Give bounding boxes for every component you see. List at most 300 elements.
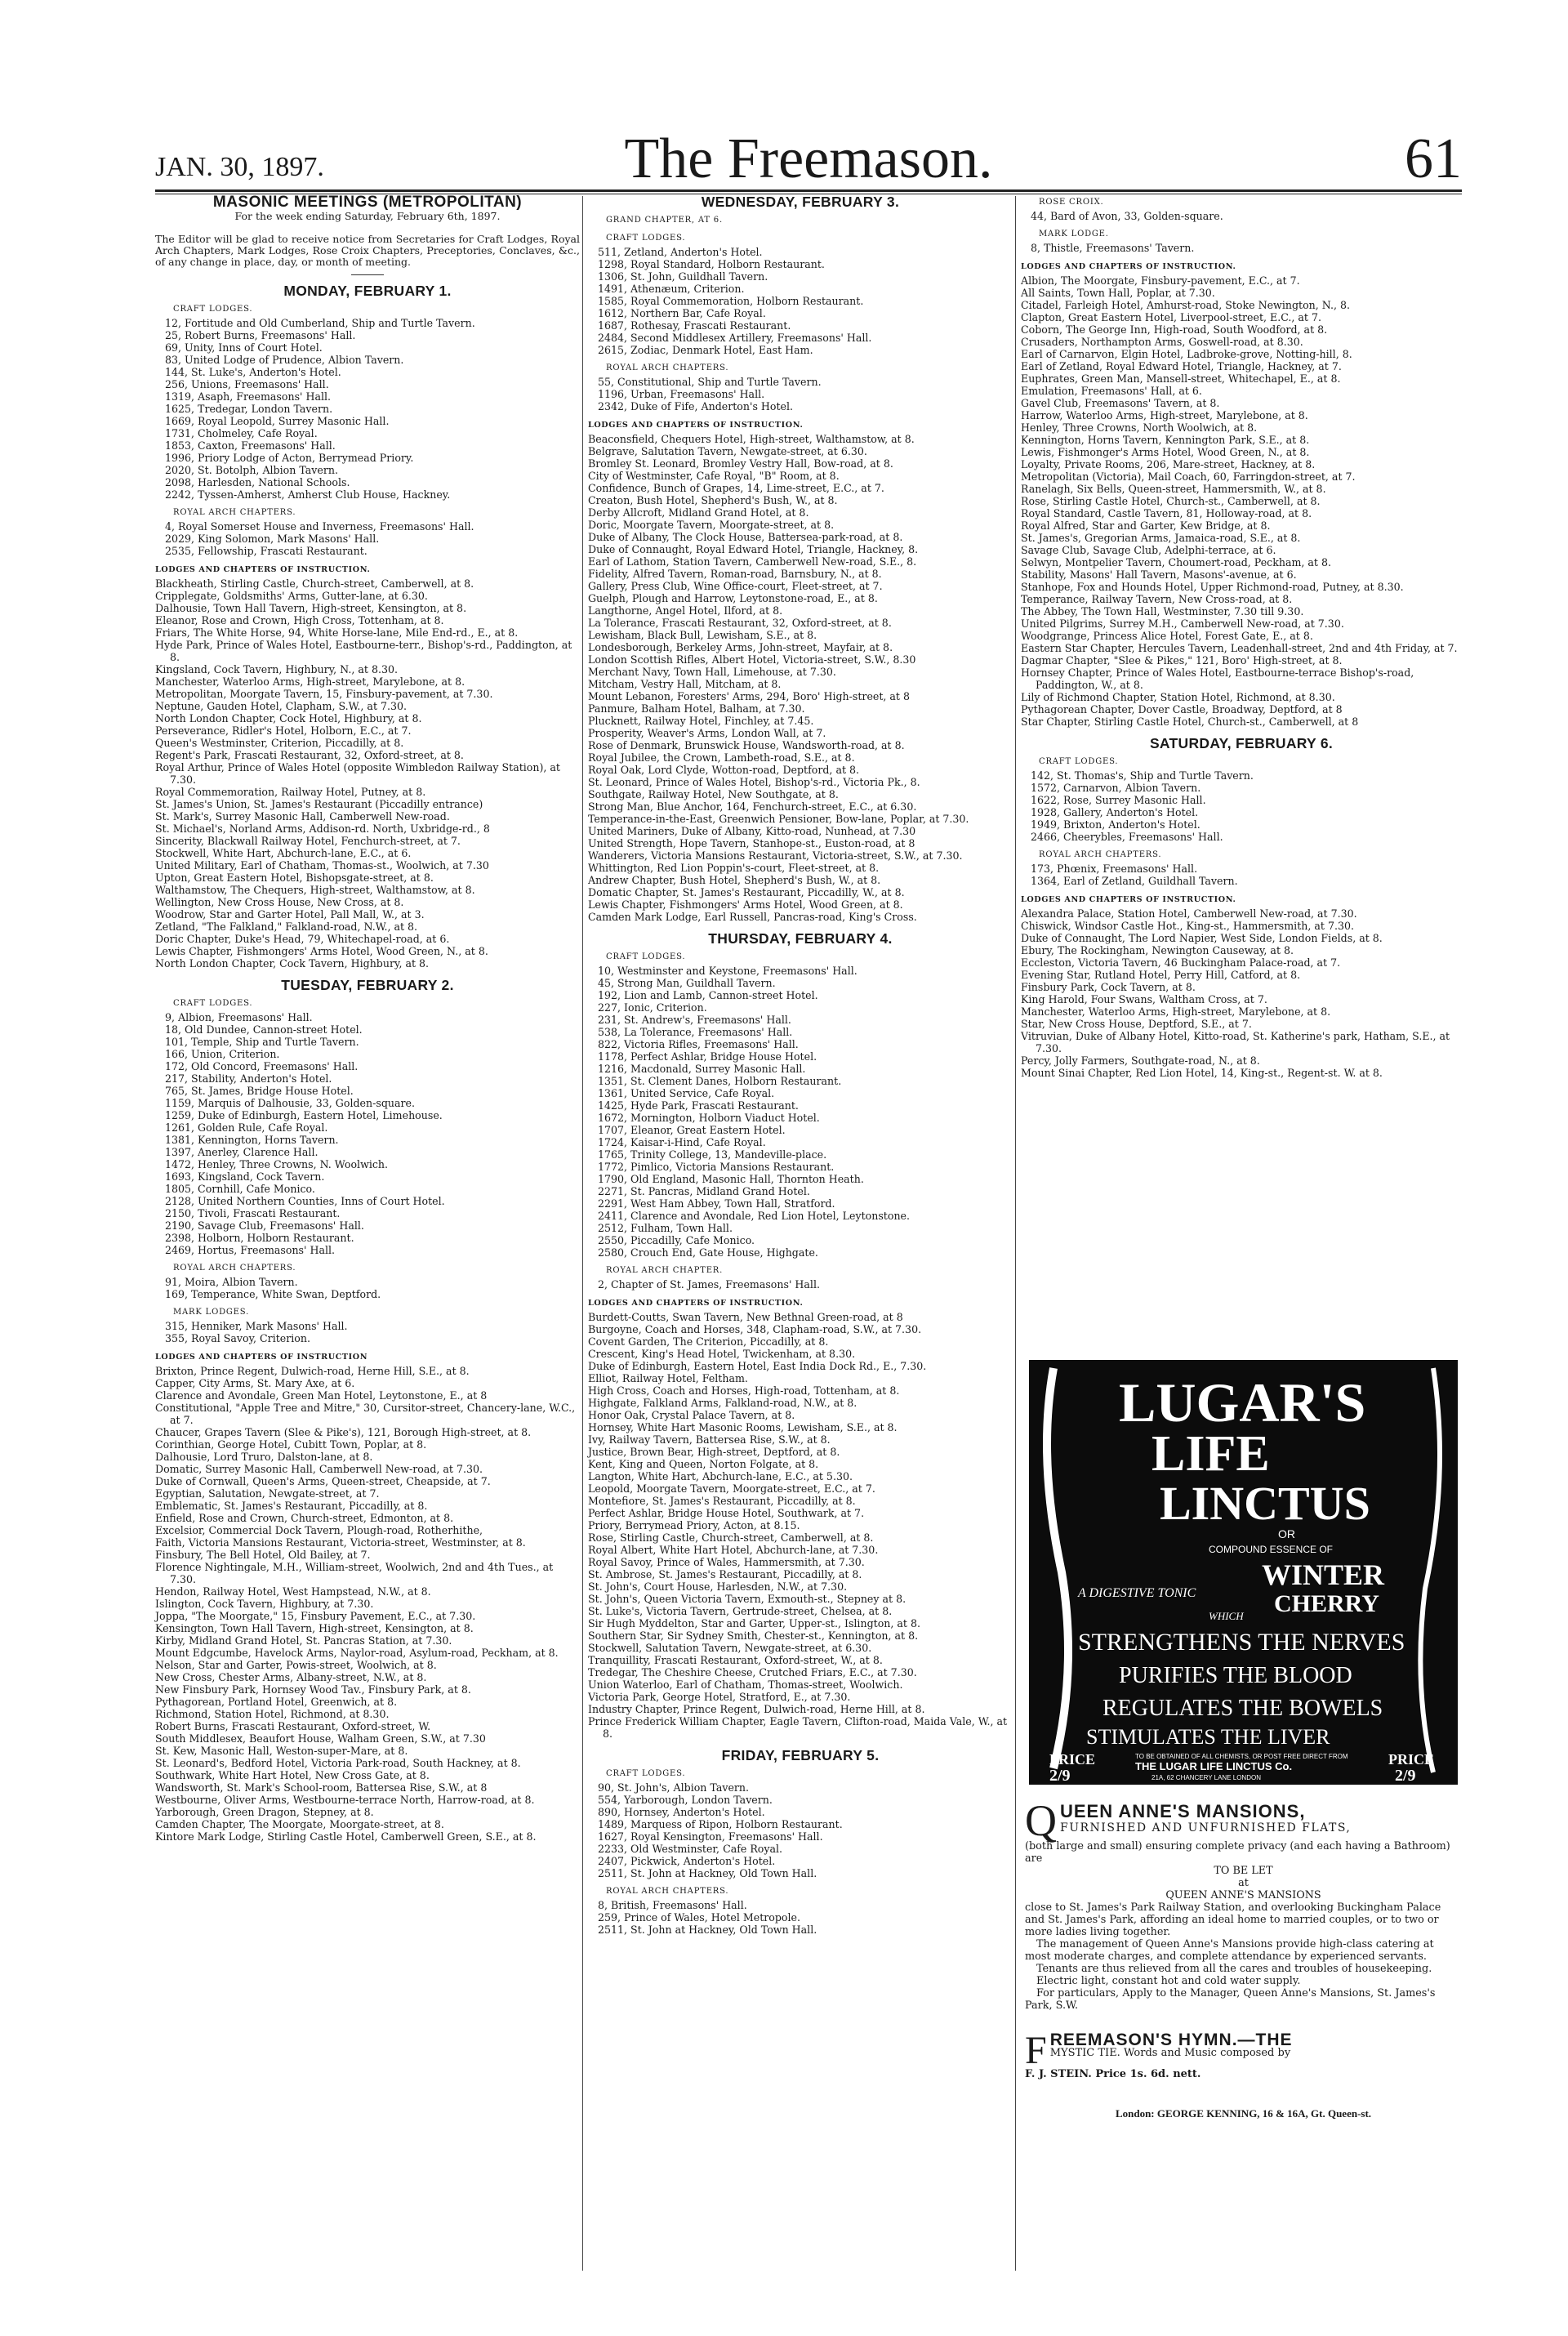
day-heading-wednesday: WEDNESDAY, FEBRUARY 3. bbox=[701, 194, 900, 210]
list-item: Perseverance, Ridler's Hotel, Holborn, E.C., at 7. bbox=[155, 724, 412, 737]
list-item: Southgate, Railway Hotel, New Southgate, at 8. bbox=[588, 788, 839, 800]
list-item: 69, Unity, Inns of Court Hotel. bbox=[165, 341, 323, 354]
list-item: Highgate, Falkland Arms, Falkland-road, N.W., at 8. bbox=[588, 1397, 858, 1409]
advert-or: OR bbox=[1278, 1527, 1295, 1540]
list-item: Vitruvian, Duke of Albany Hotel, Kitto-road, St. Katherine's park, Hatham, S.E., at 7.30. bbox=[1021, 1030, 1450, 1054]
list-item: Tredegar, The Cheshire Cheese, Crutched Friars, E.C., at 7.30. bbox=[588, 1666, 917, 1678]
subsection-label: LODGES AND CHAPTERS OF INSTRUCTION. bbox=[1021, 262, 1236, 271]
list-item: 1949, Brixton, Anderton's Hotel. bbox=[1031, 818, 1200, 831]
list-item: 1731, Cholmeley, Cafe Royal. bbox=[165, 427, 318, 439]
list-item: North London Chapter, Cock Hotel, Highbury, at 8. bbox=[155, 712, 422, 724]
list-item: Priory, Berrymead Priory, Acton, at 8.15. bbox=[588, 1519, 800, 1531]
list-item: Manchester, Waterloo Arms, High-street, Marylebone, at 8. bbox=[155, 675, 466, 688]
subsection-label: ROYAL ARCH CHAPTERS. bbox=[173, 508, 296, 517]
list-item: 1397, Anerley, Clarence Hall. bbox=[165, 1146, 318, 1158]
list-item: 2398, Holborn, Holborn Restaurant. bbox=[165, 1232, 354, 1244]
friday-arch-list bbox=[588, 1899, 1013, 1936]
list-item: 2029, King Solomon, Mark Masons' Hall. bbox=[165, 533, 380, 545]
list-item: Mount Lebanon, Foresters' Arms, 294, Boro' High-street, at 8 bbox=[588, 690, 911, 702]
notice-to-be-let: TO BE LET bbox=[1214, 1865, 1273, 1877]
list-item: Lewisham, Black Bull, Lewisham, S.E., at 8. bbox=[588, 629, 817, 641]
list-item: 1178, Perfect Ashlar, Bridge House Hotel. bbox=[598, 1050, 817, 1063]
list-item: Nelson, Star and Garter, Powis-street, Woolwich, at 8. bbox=[155, 1659, 437, 1671]
wednesday-arch-list bbox=[588, 376, 1013, 412]
subsection-label: ROYAL ARCH CHAPTERS. bbox=[606, 363, 729, 372]
section-subheading: For the week ending Saturday, February 6th, 1897. bbox=[234, 210, 501, 222]
queen-annes-mansions-notice bbox=[1025, 1796, 1462, 2012]
notice-name: QUEEN ANNE'S MANSIONS bbox=[1165, 1889, 1321, 1901]
list-item: Mount Sinai Chapter, Red Lion Hotel, 14, King-st., Regent-st. W. at 8. bbox=[1021, 1067, 1383, 1079]
list-item: Eleanor, Rose and Crown, High Cross, Tottenham, at 8. bbox=[155, 614, 444, 626]
thursday-craft-list bbox=[588, 965, 1013, 1259]
freemasons-hymn-notice bbox=[1025, 2029, 1462, 2081]
list-item: 1672, Mornington, Holborn Viaduct Hotel. bbox=[598, 1112, 820, 1124]
list-item: Strong Man, Blue Anchor, 164, Fenchurch-street, E.C., at 6.30. bbox=[588, 800, 917, 813]
list-item: Justice, Brown Bear, High-street, Deptford, at 8. bbox=[588, 1446, 840, 1458]
list-item: Southwark, White Hart Hotel, New Cross Gate, at 8. bbox=[155, 1769, 430, 1781]
list-item: 2484, Second Middlesex Artillery, Freemasons' Hall. bbox=[598, 332, 872, 344]
list-item: Doric Chapter, Duke's Head, 79, Whitechapel-road, at 6. bbox=[155, 933, 450, 945]
list-item: Pythagorean Chapter, Dover Castle, Broadway, Deptford, at 8 bbox=[1021, 703, 1343, 716]
subsection-label: CRAFT LODGES. bbox=[173, 305, 253, 314]
list-item: Domatic Chapter, St. James's Restaurant, Piccadilly, W., at 8. bbox=[588, 886, 905, 898]
list-item: Perfect Ashlar, Bridge House Hotel, Southwark, at 7. bbox=[588, 1507, 865, 1519]
list-item: 1625, Tredegar, London Tavern. bbox=[165, 403, 333, 415]
list-item: Prince Frederick William Chapter, Eagle Tavern, Clifton-road, Maida Vale, W., at 8. bbox=[588, 1715, 1008, 1740]
list-item: 511, Zetland, Anderton's Hotel. bbox=[598, 246, 763, 258]
list-item: 2411, Clarence and Avondale, Red Lion Hotel, Leytonstone. bbox=[598, 1210, 911, 1222]
list-item: Confidence, Bunch of Grapes, 14, Lime-street, E.C., at 7. bbox=[588, 482, 884, 494]
list-item: 2469, Hortus, Freemasons' Hall. bbox=[165, 1244, 336, 1256]
list-item: 1622, Rose, Surrey Masonic Hall. bbox=[1031, 794, 1206, 806]
advert-price-label: PRICE bbox=[1049, 1751, 1096, 1768]
subsection-label: LODGES AND CHAPTERS OF INSTRUCTION. bbox=[588, 421, 804, 430]
list-item: Fidelity, Alfred Tavern, Roman-road, Barnsbury, N., at 8. bbox=[588, 568, 882, 580]
list-item: Langton, White Hart, Abchurch-lane, E.C., at 5.30. bbox=[588, 1470, 853, 1482]
masthead-rule bbox=[155, 189, 1462, 192]
list-item: 231, St. Andrew's, Freemasons' Hall. bbox=[598, 1014, 791, 1026]
list-item: 1381, Kennington, Horns Tavern. bbox=[165, 1134, 339, 1146]
list-item: Tranquillity, Frascati Restaurant, Oxford-street, W., at 8. bbox=[588, 1654, 883, 1666]
day-heading-monday: MONDAY, FEBRUARY 1. bbox=[283, 283, 452, 299]
list-item: 2407, Pickwick, Anderton's Hotel. bbox=[598, 1855, 776, 1867]
list-item: Royal Commemoration, Railway Hotel, Putney, at 8. bbox=[155, 786, 426, 798]
list-item: Rose, Stirling Castle, Church-street, Camberwell, at 8. bbox=[588, 1531, 874, 1544]
list-item: 1627, Royal Kensington, Freemasons' Hall. bbox=[598, 1830, 823, 1843]
list-item: Walthamstow, The Chequers, High-street, Walthamstow, at 8. bbox=[155, 884, 475, 896]
list-item: 2150, Tivoli, Frascati Restaurant. bbox=[165, 1207, 341, 1219]
list-item: 12, Fortitude and Old Cumberland, Ship and Turtle Tavern. bbox=[165, 317, 475, 329]
list-item: Ranelagh, Six Bells, Queen-street, Hammersmith, W., at 8. bbox=[1021, 483, 1326, 495]
list-item: 2535, Fellowship, Frascati Restaurant. bbox=[165, 545, 368, 557]
list-item: Andrew Chapter, Bush Hotel, Shepherd's Bush, W., at 8. bbox=[588, 874, 881, 886]
list-item: City of Westminster, Cafe Royal, "B" Room, at 8. bbox=[588, 470, 840, 482]
list-item: Earl of Lathom, Station Tavern, Camberwell New-road, S.E., 8. bbox=[588, 555, 917, 568]
list-item: Constitutional, "Apple Tree and Mitre," 30, Cursitor-street, Chancery-lane, W.C., at 7. bbox=[155, 1402, 576, 1426]
list-item: Rose, Stirling Castle Hotel, Church-st., Camberwell, at 8. bbox=[1021, 495, 1321, 507]
list-item: United Strength, Hope Tavern, Stanhope-st., Euston-road, at 8 bbox=[588, 837, 915, 849]
hymn-line: MYSTIC TIE. Words and Music composed by bbox=[1049, 2047, 1291, 2059]
list-item: St. Leonard, Prince of Wales Hotel, Bishop's-rd., Victoria Pk., 8. bbox=[588, 776, 920, 788]
subsection-label: MARK LODGE. bbox=[1039, 230, 1109, 239]
list-item: 1361, United Service, Cafe Royal. bbox=[598, 1087, 775, 1099]
list-item: Royal Jubilee, the Crown, Lambeth-road, S.E., at 8. bbox=[588, 751, 855, 764]
list-item: 1489, Marquess of Ripon, Holborn Restaurant. bbox=[598, 1818, 843, 1830]
list-item: 2466, Cheerybles, Freemasons' Hall. bbox=[1031, 831, 1223, 843]
advert-life: LIFE bbox=[1152, 1426, 1270, 1482]
list-item: 1772, Pimlico, Victoria Mansions Restaurant. bbox=[598, 1161, 835, 1173]
list-item: 1364, Earl of Zetland, Guildhall Tavern. bbox=[1031, 875, 1238, 887]
list-item: 1612, Northern Bar, Cafe Royal. bbox=[598, 307, 766, 319]
list-item: 18, Old Dundee, Cannon-street Hotel. bbox=[165, 1023, 363, 1036]
list-item: Corinthian, George Hotel, Cubitt Town, Poplar, at 8. bbox=[155, 1438, 427, 1451]
list-item: Plucknett, Railway Hotel, Finchley, at 7.45. bbox=[588, 715, 814, 727]
list-item: Lewis Chapter, Fishmongers' Arms Hotel, Wood Green, N., at 8. bbox=[155, 945, 488, 957]
wednesday-instruction-list bbox=[588, 433, 1013, 923]
list-item: Chaucer, Grapes Tavern (Slee & Pike's), 121, Borough High-street, at 8. bbox=[155, 1426, 532, 1438]
list-item: 315, Henniker, Mark Masons' Hall. bbox=[165, 1320, 348, 1332]
list-item: 45, Strong Man, Guildhall Tavern. bbox=[598, 977, 776, 989]
list-item: Panmure, Balham Hotel, Balham, at 7.30. bbox=[588, 702, 805, 715]
list-item: Hendon, Railway Hotel, West Hampstead, N.W., at 8. bbox=[155, 1585, 431, 1598]
list-item: 90, St. John's, Albion Tavern. bbox=[598, 1781, 750, 1794]
advert-which: WHICH bbox=[1209, 1610, 1244, 1622]
list-item: St. Luke's, Victoria Tavern, Gertrude-street, Chelsea, at 8. bbox=[588, 1605, 893, 1617]
column-divider bbox=[1015, 196, 1016, 2271]
list-item: 1928, Gallery, Anderton's Hotel. bbox=[1031, 806, 1199, 818]
list-item: Yarborough, Green Dragon, Stepney, at 8. bbox=[155, 1806, 374, 1818]
list-item: United Military, Earl of Chatham, Thomas-st., Woolwich, at 7.30 bbox=[155, 859, 489, 872]
column-1 bbox=[155, 196, 580, 1843]
friday-mark-list bbox=[1021, 242, 1462, 254]
advert-price: 2/9 bbox=[1049, 1767, 1071, 1785]
list-item: 83, United Lodge of Prudence, Albion Tavern. bbox=[165, 354, 404, 366]
list-item: Derby Allcroft, Midland Grand Hotel, at 8. bbox=[588, 506, 809, 519]
list-item: 1425, Hyde Park, Frascati Restaurant. bbox=[598, 1099, 799, 1112]
list-item: 1693, Kingsland, Cock Tavern. bbox=[165, 1170, 325, 1183]
list-item: Chiswick, Windsor Castle Hot., King-st., Hammersmith, at 7.30. bbox=[1021, 920, 1354, 932]
list-item: Wandsworth, St. Mark's School-room, Battersea Rise, S.W., at 8 bbox=[155, 1781, 488, 1794]
list-item: London Scottish Rifles, Albert Hotel, Victoria-street, S.W., 8.30 bbox=[588, 653, 916, 666]
list-item: Duke of Connaught, The Lord Napier, West Side, London Fields, at 8. bbox=[1021, 932, 1383, 944]
list-item: Royal Alfred, Star and Garter, Kew Bridge, at 8. bbox=[1021, 519, 1271, 532]
list-item: Southern Star, Sir Sydney Smith, Chester-st., Kennington, at 8. bbox=[588, 1629, 919, 1642]
column-divider bbox=[582, 196, 583, 2271]
wednesday-craft-list bbox=[588, 246, 1013, 356]
list-item: Gavel Club, Freemasons' Tavern, at 8. bbox=[1021, 397, 1220, 409]
grand-chapter-line: GRAND CHAPTER, AT 6. bbox=[606, 216, 723, 225]
list-item: Stockwell, Salutation Tavern, Newgate-street, at 6.30. bbox=[588, 1642, 872, 1654]
list-item: 538, La Tolerance, Freemasons' Hall. bbox=[598, 1026, 793, 1038]
list-item: 1472, Henley, Three Crowns, N. Woolwich. bbox=[165, 1158, 389, 1170]
list-item: St. Michael's, Norland Arms, Addison-rd. North, Uxbridge-rd., 8 bbox=[155, 823, 490, 835]
list-item: Egyptian, Salutation, Newgate-street, at 7. bbox=[155, 1487, 380, 1500]
list-item: Metropolitan, Moorgate Tavern, 15, Finsbury-pavement, at 7.30. bbox=[155, 688, 493, 700]
list-item: Queen's Westminster, Criterion, Piccadilly, at 8. bbox=[155, 737, 404, 749]
list-item: 192, Lion and Lamb, Cannon-street Hotel. bbox=[598, 989, 818, 1001]
list-item: 1159, Marquis of Dalhousie, 33, Golden-square. bbox=[165, 1097, 415, 1109]
list-item: 2615, Zodiac, Denmark Hotel, East Ham. bbox=[598, 344, 813, 356]
day-heading-thursday: THURSDAY, FEBRUARY 4. bbox=[708, 930, 893, 947]
list-item: 144, St. Luke's, Anderton's Hotel. bbox=[165, 366, 341, 378]
list-item: 1306, St. John, Guildhall Tavern. bbox=[598, 270, 768, 283]
list-item: Stability, Masons' Hall Tavern, Masons'-avenue, at 6. bbox=[1021, 568, 1297, 581]
list-item: Merchant Navy, Town Hall, Limehouse, at 7.30. bbox=[588, 666, 836, 678]
list-item: 259, Prince of Wales, Hotel Metropole. bbox=[598, 1911, 800, 1924]
notice-heading: UEEN ANNE'S MANSIONS, bbox=[1060, 1801, 1306, 1821]
notice-body: Electric light, constant hot and cold water supply. bbox=[1036, 1975, 1301, 1987]
subsection-label: LODGES AND CHAPTERS OF INSTRUCTION bbox=[155, 1353, 368, 1362]
list-item: Royal Arthur, Prince of Wales Hotel (opposite Wimbledon Railway Station), at 7.30. bbox=[155, 761, 560, 786]
list-item: Whittington, Red Lion Poppin's-court, Fleet-street, at 8. bbox=[588, 862, 880, 874]
list-item: Savage Club, Savage Club, Adelphi-terrace, at 6. bbox=[1021, 544, 1276, 556]
advert-cherry: CHERRY bbox=[1274, 1590, 1379, 1617]
list-item: Domatic, Surrey Masonic Hall, Camberwell New-road, at 7.30. bbox=[155, 1463, 483, 1475]
friday-rose-croix-list bbox=[1021, 210, 1462, 222]
subsection-label: ROYAL ARCH CHAPTERS. bbox=[606, 1887, 729, 1896]
saturday-arch-list bbox=[1021, 863, 1462, 887]
list-item: Royal Standard, Castle Tavern, 81, Holloway-road, at 8. bbox=[1021, 507, 1312, 519]
section-heading: MASONIC MEETINGS (METROPOLITAN) bbox=[212, 194, 523, 211]
publisher-line: London: GEORGE KENNING, 16 & 16A, Gt. Queen-st. bbox=[1115, 2107, 1372, 2120]
list-item: 1261, Golden Rule, Cafe Royal. bbox=[165, 1121, 328, 1134]
list-item: Crescent, King's Head Hotel, Twickenham, at 8.30. bbox=[588, 1348, 856, 1360]
list-item: 172, Old Concord, Freemasons' Hall. bbox=[165, 1060, 359, 1072]
list-item: 2242, Tyssen-Amherst, Amherst Club House, Hackney. bbox=[165, 488, 451, 501]
list-item: Finsbury, The Bell Hotel, Old Bailey, at 7. bbox=[155, 1549, 371, 1561]
list-item: Mitcham, Vestry Hall, Mitcham, at 8. bbox=[588, 678, 782, 690]
list-item: Prosperity, Weaver's Arms, London Wall, at 7. bbox=[588, 727, 826, 739]
subsection-label: CRAFT LODGES. bbox=[606, 952, 686, 961]
list-item: Lily of Richmond Chapter, Station Hotel, Richmond, at 8.30. bbox=[1021, 691, 1335, 703]
list-item: Capper, City Arms, St. Mary Axe, at 6. bbox=[155, 1377, 355, 1389]
list-item: 1259, Duke of Edinburgh, Eastern Hotel, Limehouse. bbox=[165, 1109, 443, 1121]
divider bbox=[351, 274, 384, 275]
list-item: Rose of Denmark, Brunswick House, Wandsworth-road, at 8. bbox=[588, 739, 905, 751]
advert-digestive: A DIGESTIVE TONIC bbox=[1078, 1586, 1196, 1600]
list-item: La Tolerance, Frascati Restaurant, 32, Oxford-street, at 8. bbox=[588, 617, 892, 629]
list-item: Londesborough, Berkeley Arms, John-street, Mayfair, at 8. bbox=[588, 641, 893, 653]
list-item: Royal Savoy, Prince of Wales, Hammersmith, at 7.30. bbox=[588, 1556, 865, 1568]
list-item: Star Chapter, Stirling Castle Hotel, Church-st., Camberwell, at 8 bbox=[1021, 716, 1359, 728]
subsection-label: ROYAL ARCH CHAPTERS. bbox=[173, 1264, 296, 1273]
list-item: 1853, Caxton, Freemasons' Hall. bbox=[165, 439, 336, 452]
column-2 bbox=[588, 196, 1013, 1936]
list-item: 1196, Urban, Freemasons' Hall. bbox=[598, 388, 765, 400]
list-item: Pythagorean, Portland Hotel, Greenwich, at 8. bbox=[155, 1696, 398, 1708]
list-item: Woodgrange, Princess Alice Hotel, Forest Gate, E., at 8. bbox=[1021, 630, 1313, 642]
list-item: Langthorne, Angel Hotel, Ilford, at 8. bbox=[588, 604, 783, 617]
drop-cap: F bbox=[1025, 2029, 1047, 2072]
advert-regulates: REGULATES THE BOWELS bbox=[1102, 1696, 1383, 1721]
list-item: Regent's Park, Frascati Restaurant, 32, Oxford-street, at 8. bbox=[155, 749, 464, 761]
list-item: Belgrave, Salutation Tavern, Newgate-street, at 6.30. bbox=[588, 445, 867, 457]
list-item: Robert Burns, Frascati Restaurant, Oxford-street, W. bbox=[155, 1720, 431, 1732]
list-item: Emblematic, St. James's Restaurant, Piccadilly, at 8. bbox=[155, 1500, 428, 1512]
list-item: Leopold, Moorgate Tavern, Moorgate-street, E.C., at 7. bbox=[588, 1482, 875, 1495]
list-item: Friars, The White Horse, 94, White Horse-lane, Mile End-rd., E., at 8. bbox=[155, 626, 519, 639]
list-item: Kennington, Horns Tavern, Kennington Park, S.E., at 8. bbox=[1021, 434, 1310, 446]
monday-instruction-list bbox=[155, 577, 580, 970]
list-item: Eccleston, Victoria Tavern, 46 Buckingham Palace-road, at 7. bbox=[1021, 956, 1341, 969]
list-item: St. James's, Gregorian Arms, Jamaica-road, S.E., at 8. bbox=[1021, 532, 1301, 544]
list-item: Ivy, Railway Tavern, Battersea Rise, S.W., at 8. bbox=[588, 1433, 831, 1446]
list-item: 554, Yarborough, London Tavern. bbox=[598, 1794, 773, 1806]
list-item: Star, New Cross House, Deptford, S.E., at 7. bbox=[1021, 1018, 1252, 1030]
list-item: Covent Garden, The Criterion, Piccadilly, at 8. bbox=[588, 1335, 829, 1348]
list-item: 355, Royal Savoy, Criterion. bbox=[165, 1332, 310, 1344]
list-item: Citadel, Farleigh Hotel, Amhurst-road, Stoke Newington, N., 8. bbox=[1021, 299, 1351, 311]
list-item: 2098, Harlesden, National Schools. bbox=[165, 476, 350, 488]
list-item: Stanhope, Fox and Hounds Hotel, Upper Richmond-road, Putney, at 8.30. bbox=[1021, 581, 1404, 593]
advert-purifies: PURIFIES THE BLOOD bbox=[1119, 1663, 1352, 1688]
list-item: 25, Robert Burns, Freemasons' Hall. bbox=[165, 329, 356, 341]
thursday-instruction-list bbox=[588, 1311, 1013, 1740]
list-item: Guelph, Plough and Harrow, Leytonstone-road, E., at 8. bbox=[588, 592, 878, 604]
subsection-label: ROYAL ARCH CHAPTERS. bbox=[1039, 850, 1162, 859]
list-item: 8, British, Freemasons' Hall. bbox=[598, 1899, 747, 1911]
list-item: 1724, Kaisar-i-Hind, Cafe Royal. bbox=[598, 1136, 766, 1148]
list-item: Brixton, Prince Regent, Dulwich-road, Herne Hill, S.E., at 8. bbox=[155, 1365, 470, 1377]
list-item: Dagmar Chapter, "Slee & Pikes," 121, Boro' High-street, at 8. bbox=[1021, 654, 1343, 666]
list-item: Duke of Cornwall, Queen's Arms, Queen-street, Cheapside, at 7. bbox=[155, 1475, 491, 1487]
day-heading-tuesday: TUESDAY, FEBRUARY 2. bbox=[281, 977, 454, 993]
list-item: Evening Star, Rutland Hotel, Perry Hill, Catford, at 8. bbox=[1021, 969, 1301, 981]
advert-compound: COMPOUND ESSENCE OF bbox=[1209, 1544, 1334, 1555]
list-item: Temperance, Railway Tavern, New Cross-road, at 8. bbox=[1021, 593, 1293, 605]
list-item: Blackheath, Stirling Castle, Church-street, Camberwell, at 8. bbox=[155, 577, 474, 590]
list-item: 2190, Savage Club, Freemasons' Hall. bbox=[165, 1219, 364, 1232]
saturday-instruction-list bbox=[1021, 907, 1462, 1079]
list-item: 2, Chapter of St. James, Freemasons' Hall. bbox=[598, 1278, 820, 1291]
notice-body: (both large and small) ensuring complete privacy (and each having a Bathroom) are bbox=[1025, 1840, 1450, 1865]
list-item: Camden Chapter, The Moorgate, Moorgate-street, at 8. bbox=[155, 1818, 444, 1830]
advert-price-right: 2/9 bbox=[1395, 1767, 1416, 1785]
subsection-label: LODGES AND CHAPTERS OF INSTRUCTION. bbox=[588, 1299, 804, 1308]
notice-body: The management of Queen Anne's Mansions provide high-class catering at most moderate charges, and complete attendance by experienced servants. bbox=[1025, 1938, 1434, 1963]
list-item: South Middlesex, Beaufort House, Walham Green, S.W., at 7.30 bbox=[155, 1732, 486, 1745]
list-item: Wellington, New Cross House, New Cross, at 8. bbox=[155, 896, 404, 908]
thursday-arch-list bbox=[588, 1278, 1013, 1291]
list-item: Burgoyne, Coach and Horses, 348, Clapham-road, S.W., at 7.30. bbox=[588, 1323, 922, 1335]
list-item: New Finsbury Park, Hornsey Wood Tav., Finsbury Park, at 8. bbox=[155, 1683, 471, 1696]
list-item: 166, Union, Criterion. bbox=[165, 1048, 280, 1060]
tuesday-instruction-list bbox=[155, 1365, 580, 1843]
list-item: Richmond, Station Hotel, Richmond, at 8.30. bbox=[155, 1708, 390, 1720]
list-item: 1765, Trinity College, 13, Mandeville-place. bbox=[598, 1148, 827, 1161]
list-item: 256, Unions, Freemasons' Hall. bbox=[165, 378, 329, 390]
list-item: Loyalty, Private Rooms, 206, Mare-street, Hackney, at 8. bbox=[1021, 458, 1316, 470]
advert-strengthens: STRENGTHENS THE NERVES bbox=[1078, 1629, 1405, 1656]
drop-cap: Q bbox=[1025, 1796, 1057, 1845]
list-item: Woodrow, Star and Garter Hotel, Pall Mall, W., at 3. bbox=[155, 908, 425, 921]
notice-body: close to St. James's Park Railway Station, and overlooking Buckingham Palace and St. James's Park, affording an ideal home to married couples, or to two or more ladies living together. bbox=[1025, 1901, 1441, 1938]
list-item: Ebury, The Rockingham, Newington Causeway, at 8. bbox=[1021, 944, 1294, 956]
list-item: Sincerity, Blackwall Railway Hotel, Fenchurch-street, at 7. bbox=[155, 835, 461, 847]
list-item: 2511, St. John at Hackney, Old Town Hall. bbox=[598, 1924, 817, 1936]
list-item: Beaconsfield, Chequers Hotel, High-street, Walthamstow, at 8. bbox=[588, 433, 915, 445]
advert-artwork bbox=[1029, 1360, 1458, 1785]
list-item: Hornsey Chapter, Prince of Wales Hotel, Eastbourne-terrace Bishop's-road, Paddington, W., at 8. bbox=[1021, 666, 1414, 691]
list-item: Euphrates, Green Man, Mansell-street, Whitechapel, E., at 8. bbox=[1021, 372, 1341, 385]
advert-lugars: LUGAR'S bbox=[1119, 1371, 1366, 1433]
list-item: Industry Chapter, Prince Regent, Dulwich-road, Herne Hill, at 8. bbox=[588, 1703, 925, 1715]
friday-instruction-list bbox=[1021, 274, 1462, 728]
notice-at: at bbox=[1238, 1877, 1249, 1889]
monday-craft-list bbox=[155, 317, 580, 501]
list-item: Enfield, Rose and Crown, Church-street, Edmonton, at 8. bbox=[155, 1512, 454, 1524]
list-item: St. John's, Queen Victoria Tavern, Exmouth-st., Stepney at 8. bbox=[588, 1593, 906, 1605]
issue-date: JAN. 30, 1897. bbox=[155, 152, 324, 182]
list-item: North London Chapter, Cock Tavern, Highbury, at 8. bbox=[155, 957, 430, 970]
subsection-label: ROSE CROIX. bbox=[1039, 198, 1104, 207]
list-item: 173, Phœnix, Freemasons' Hall. bbox=[1031, 863, 1198, 875]
list-item: Manchester, Waterloo Arms, High-street, Marylebone, at 8. bbox=[1021, 1005, 1331, 1018]
list-item: Wanderers, Victoria Mansions Restaurant, Victoria-street, S.W., at 7.30. bbox=[588, 849, 963, 862]
hymn-author: F. J. STEIN. Price 1s. 6d. nett. bbox=[1025, 2068, 1201, 2080]
page-number: 61 bbox=[1405, 127, 1462, 190]
day-heading-saturday: SATURDAY, FEBRUARY 6. bbox=[1149, 735, 1334, 751]
list-item: Hornsey, White Hart Masonic Rooms, Lewisham, S.E., at 8. bbox=[588, 1421, 898, 1433]
masthead bbox=[155, 123, 1462, 188]
list-item: 142, St. Thomas's, Ship and Turtle Tavern. bbox=[1031, 769, 1254, 782]
list-item: Clarence and Avondale, Green Man Hotel, Leytonstone, E., at 8 bbox=[155, 1389, 488, 1402]
list-item: Crusaders, Northampton Arms, Goswell-road, at 8.30. bbox=[1021, 336, 1303, 348]
subsection-label: LODGES AND CHAPTERS OF INSTRUCTION. bbox=[155, 565, 371, 574]
list-item: Stockwell, White Hart, Abchurch-lane, E.C., at 6. bbox=[155, 847, 412, 859]
list-item: 10, Westminster and Keystone, Freemasons' Hall. bbox=[598, 965, 858, 977]
list-item: 1805, Cornhill, Cafe Monico. bbox=[165, 1183, 315, 1195]
list-item: 1707, Eleanor, Great Eastern Hotel. bbox=[598, 1124, 786, 1136]
list-item: 2233, Old Westminster, Cafe Royal. bbox=[598, 1843, 783, 1855]
list-item: Montefiore, St. James's Restaurant, Piccadilly, at 8. bbox=[588, 1495, 856, 1507]
list-item: 44, Bard of Avon, 33, Golden-square. bbox=[1031, 210, 1223, 222]
list-item: Neptune, Gauden Hotel, Clapham, S.W., at 7.30. bbox=[155, 700, 408, 712]
list-item: Burdett-Coutts, Swan Tavern, New Bethnal Green-road, at 8 bbox=[588, 1311, 903, 1323]
list-item: Faith, Victoria Mansions Restaurant, Victoria-street, Westminster, at 8. bbox=[155, 1536, 526, 1549]
list-item: 55, Constitutional, Ship and Turtle Tavern. bbox=[598, 376, 822, 388]
list-item: St. John's, Court House, Harlesden, N.W., at 7.30. bbox=[588, 1580, 848, 1593]
list-item: 169, Temperance, White Swan, Deptford. bbox=[165, 1288, 381, 1300]
monday-arch-list bbox=[155, 520, 580, 557]
list-item: Gallery, Press Club, Wine Office-court, Fleet-street, at 7. bbox=[588, 580, 883, 592]
list-item: All Saints, Town Hall, Poplar, at 7.30. bbox=[1021, 287, 1215, 299]
list-item: Duke of Albany, The Clock House, Battersea-park-road, at 8. bbox=[588, 531, 903, 543]
notice-body: Tenants are thus relieved from all the cares and troubles of housekeeping. bbox=[1036, 1963, 1432, 1975]
list-item: Islington, Cock Tavern, Highbury, at 7.30. bbox=[155, 1598, 374, 1610]
list-item: 2271, St. Pancras, Midland Grand Hotel. bbox=[598, 1185, 810, 1197]
list-item: Kirby, Midland Grand Hotel, St. Pancras Station, at 7.30. bbox=[155, 1634, 452, 1647]
list-item: Clapton, Great Eastern Hotel, Liverpool-street, E.C., at 7. bbox=[1021, 311, 1322, 323]
list-item: 1491, Athenæum, Criterion. bbox=[598, 283, 745, 295]
list-item: 2580, Crouch End, Gate House, Highgate. bbox=[598, 1246, 818, 1259]
day-heading-friday: FRIDAY, FEBRUARY 5. bbox=[721, 1747, 880, 1763]
list-item: New Cross, Chester Arms, Albany-street, N.W., at 8. bbox=[155, 1671, 427, 1683]
advert-price-label-right: PRICE bbox=[1388, 1751, 1435, 1768]
tuesday-mark-list bbox=[155, 1320, 580, 1344]
column-3 bbox=[1021, 196, 1462, 1079]
list-item: Lewis, Fishmonger's Arms Hotel, Wood Green, N., at 8. bbox=[1021, 446, 1310, 458]
list-item: Camden Mark Lodge, Earl Russell, Pancras-road, King's Cross. bbox=[588, 911, 917, 923]
list-item: Dalhousie, Lord Truro, Dalston-lane, at 8. bbox=[155, 1451, 373, 1463]
list-item: Percy, Jolly Farmers, Southgate-road, N., at 8. bbox=[1021, 1054, 1260, 1067]
list-item: 1351, St. Clement Danes, Holborn Restaurant. bbox=[598, 1075, 842, 1087]
friday-craft-list bbox=[588, 1781, 1013, 1879]
list-item: Westbourne, Oliver Arms, Westbourne-terrace North, Harrow-road, at 8. bbox=[155, 1794, 535, 1806]
list-item: Bromley St. Leonard, Bromley Vestry Hall, Bow-road, at 8. bbox=[588, 457, 893, 470]
advert-obtain: TO BE OBTAINED OF ALL CHEMISTS, OR POST FREE DIRECT FROM bbox=[1135, 1753, 1348, 1760]
list-item: Mount Edgcumbe, Havelock Arms, Naylor-road, Asylum-road, Peckham, at 8. bbox=[155, 1647, 559, 1659]
